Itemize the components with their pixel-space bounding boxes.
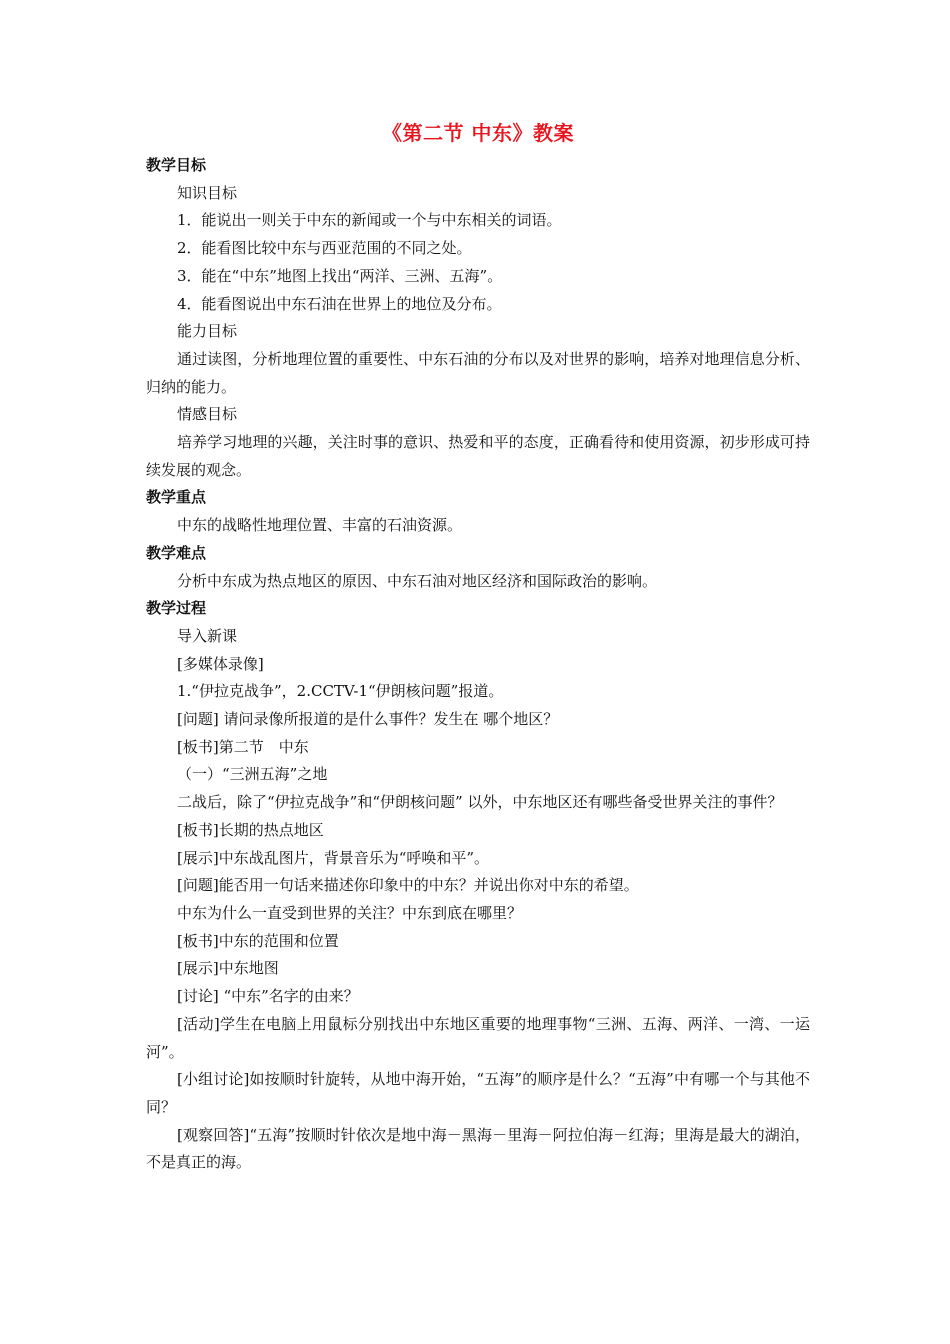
process-line: [问题]能否用一句话来描述你印象中的中东？并说出你对中东的希望。 [177,876,639,895]
process-line: [问题] 请问录像所报道的是什么事件？发生在 哪个地区？ [177,710,559,729]
process-line: [展示]中东地图 [177,959,279,978]
process-line: （一）“三洲五海”之地 [177,765,328,784]
ability-text: 通过读图，分析地理位置的重要性、中东石油的分布以及对世界的影响，培养对地理信息分析、归纳的能力。 [146,349,810,396]
process-line: [板书]长期的热点地区 [177,820,324,839]
ability-label: 能力目标 [177,322,238,341]
process-line: [多媒体录像] [177,654,264,673]
document-page [146,118,810,1177]
process-paragraph: [活动]学生在电脑上用鼠标分别找出中东地区重要的地理事物“三洲、五海、两洋、一湾、一运河”。 [146,1014,810,1061]
knowledge-item: 2．能看图比较中东与西亚范围的不同之处。 [177,239,472,258]
knowledge-item: 4．能看图说出中东石油在世界上的地位及分布。 [177,294,502,313]
difficulty-heading: 教学难点 [146,543,207,562]
process-heading: 教学过程 [146,599,207,618]
emotion-label: 情感目标 [177,405,238,424]
knowledge-item: 1．能说出一则关于中东的新闻或一个与中东相关的词语。 [177,211,562,230]
process-line: [板书]中东的范围和位置 [177,931,339,950]
knowledge-item: 3．能在“中东”地图上找出“两洋、三洲、五海”。 [177,266,503,285]
key-heading: 教学重点 [146,488,207,507]
objectives-heading: 教学目标 [146,156,207,174]
process-paragraph: [观察回答]“五海”按顺时针依次是地中海－黑海－里海－阿拉伯海－红海；里海是最大的湖泊，不是真正的海。 [146,1125,810,1172]
process-paragraph: [小组讨论]如按顺时针旋转，从地中海开始，“五海”的顺序是什么？“五海”中有哪一个与其他不同？ [146,1070,810,1116]
key-text: 中东的战略性地理位置、丰富的石油资源。 [177,516,463,535]
document-title: 《第二节 中东》教案 [382,121,574,145]
process-line: 1.“伊拉克战争”，2.CCTV-1“伊朗核问题”报道。 [177,682,504,701]
process-line: 导入新课 [177,626,238,645]
process-line: [讨论] “中东”名字的由来？ [177,987,359,1006]
process-line: [展示]中东战乱图片，背景音乐为“呼唤和平”。 [177,848,490,867]
process-line: 中东为什么一直受到世界的关注？中东到底在哪里？ [177,903,523,922]
process-line: [板书]第二节 中东 [177,737,309,756]
knowledge-label: 知识目标 [177,183,238,202]
process-paragraph: 二战后，除了“伊拉克战争”和“伊朗核问题” 以外，中东地区还有哪些备受世界关注的事件？ [177,793,783,812]
difficulty-text: 分析中东成为热点地区的原因、中东石油对地区经济和国际政治的影响。 [177,571,658,590]
emotion-text: 培养学习地理的兴趣，关注时事的意识、热爱和平的态度，正确看待和使用资源，初步形成可持续发展的观念。 [146,433,810,479]
